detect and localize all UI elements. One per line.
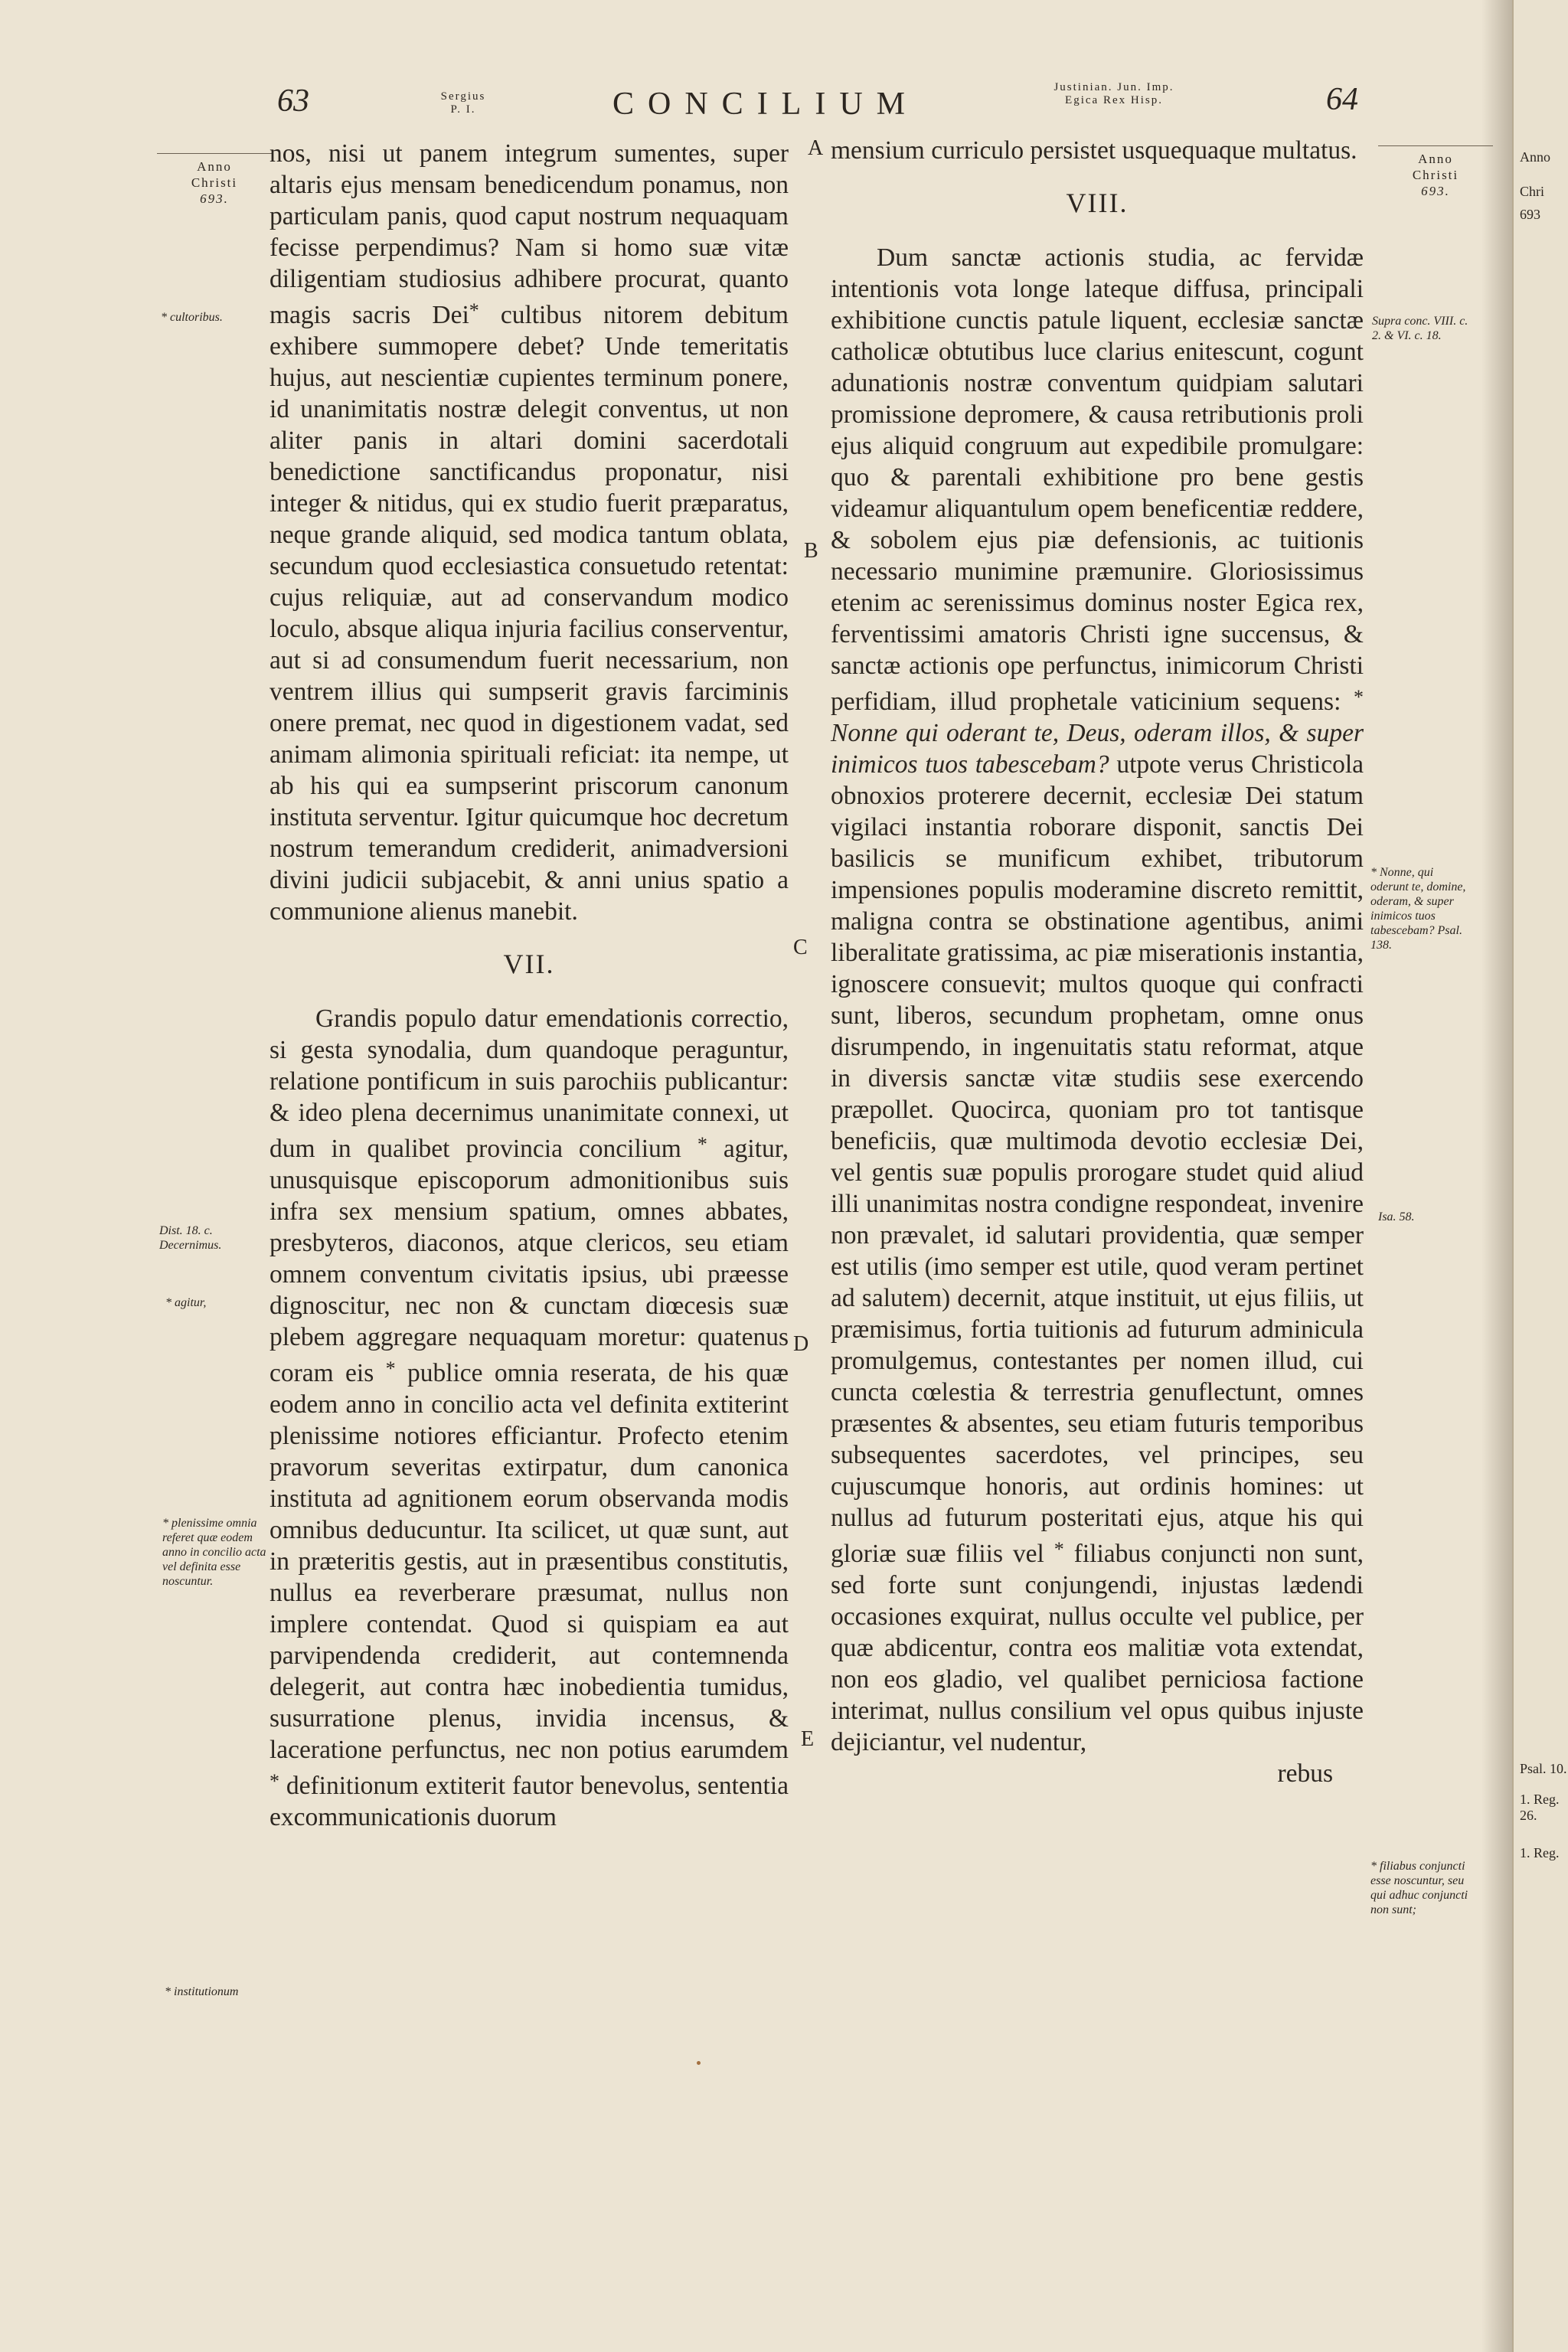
- right-page-number: 64: [1326, 82, 1358, 117]
- margin-note-nonne: * Nonne, qui oderunt te, domine, oderam, & super inimicos tuos tabescebam? Psal. 138.: [1370, 866, 1466, 952]
- anno-rule: [157, 153, 272, 154]
- asterisk-marker: *: [697, 1133, 707, 1155]
- left-column: [270, 138, 789, 1833]
- margin-note-agitur: * agitur,: [165, 1296, 207, 1309]
- running-head-line: Egica Rex Hisp.: [1065, 94, 1163, 106]
- asterisk-marker: *: [1054, 1538, 1064, 1560]
- adjacent-page-edge: [1512, 0, 1568, 2352]
- margin-note-supra-conc: Supra conc. VIII. c. 2. & VI. c. 18.: [1372, 315, 1468, 342]
- margin-note-plenissime: * plenissime omnia referet quæ eodem anno in concilio acta vel definita esse noscuntur.: [162, 1517, 266, 1588]
- adjacent-fragment: Anno: [1520, 149, 1550, 165]
- adjacent-fragment: Chri: [1520, 184, 1545, 199]
- section-letter-b: B: [804, 539, 818, 563]
- scripture-quote: Nonne qui oderant te, Deus, oderam illos, & super inimicos tuos tabescebam?: [831, 719, 1364, 779]
- section-letter-e: E: [801, 1727, 815, 1751]
- running-head-line: Sergius: [440, 90, 486, 103]
- section-heading-vii: VII.: [503, 949, 555, 979]
- section-letter-a: A: [808, 136, 824, 160]
- right-running-head: [1011, 81, 1217, 107]
- text-run: Grandis populo datur emendationis correctio, si gesta synodalia, dum quandoque peraguntur, relatione pontificum in suis parochiis publicantur: & ideo plena decernimus unanimitate connexi, ut dum in qualibet provincia concilium: [270, 1004, 789, 1163]
- margin-note-isa: Isa. 58.: [1378, 1210, 1415, 1223]
- margin-note-cultoribus: * cultoribus.: [161, 311, 223, 324]
- adjacent-fragment: 693: [1520, 207, 1540, 222]
- anno-label: Anno: [1418, 152, 1453, 166]
- margin-note-dist: Dist. 18. c. Decernimus.: [159, 1224, 222, 1252]
- paragraph: mensium curriculo persistet usquequaque multatus.: [831, 136, 1357, 165]
- anno-label: Christi: [1412, 168, 1459, 182]
- margin-note-institutionum: * institutionum: [165, 1985, 239, 1998]
- text-run: Dum sanctæ actionis studia, ac fervidæ intentionis vota longe lateque diffusa, principali exhibitione cunctis patule liquent, ecclesiæ sanctæ catholicæ obtutibus luce clarius enitescunt, cogunt adunationis nostræ conventum quidpiam salutari promissione depromere, & causa retributionis proli ejus aliquid congruum aut expedibile promulgare: quo & parentali exhibitione pro bene gestis videamur aliquantulum opem beneficentiæ reddere, & sobolem ejus piæ defensionis, ac tuitionis necessario munimine præmunire. Gloriosissimus etenim ac serenissimus dominus noster Egica rex, ferventissimi amatoris Christi igne succensus, & sanctæ actionis ope perfunctus, inimicorum Christi perfidiam, illud prophetale vaticinium sequens:: [831, 243, 1364, 716]
- binding-shadow: [1481, 0, 1512, 2352]
- section-letter-c: C: [793, 936, 808, 959]
- adjacent-fragment: Psal. 10.: [1520, 1761, 1567, 1776]
- text-run: definitionum extiterit fautor benevolus, sententia excommunicationis duorum: [270, 1772, 789, 1831]
- page-title: CONCILIUM: [612, 87, 919, 122]
- text-run: utpote verus Christicola obnoxios proterere decernit, ecclesiæ Dei statum vigilaci instantia roborare disponit, sanctis Dei basilicis se munificum exhibet, tributorum impensiones populis moderamine discreto remittit, maligna contra se obstinatione agentibus, animi liberalitate gratissima, ac piæ miserationis instantia, ignoscere consuevit; multos quoque qui confracti sunt, liberos, secundum prophetam, omne onus disrumpendo, in ingenuitatis statu reformat, atque in diversis sanctæ vitæ studiis sese exercendo præpollet. Quocirca, quoniam pro tot tantisque beneficiis, quæ multimoda devotio ecclesiæ Dei, vel gentis suæ populis prorogare studet quid aliud illi unanimitas nostra condigne respondeat, invenire non prævalet, id salutari providentia, quæ semper est utilis (imo semper est utile, quod veram pertinet ad salutem) decernit, atque instituit, ut ejus filiis, ut præmisimus, fortia tuitionis ad futurum adminicula promulgemus, contestantes per nomen illud, cui cuncta cœlestia & terrestria genuflectunt, omnes præsentes & absentes, seu etiam futuris temporibus subsequentes sacerdotes, vel principes, seu cujuscumque honoris, aut ordinis homines: ut nullus ad futurum posteritati ejus, atque his qui gloriæ suæ filiis vel: [831, 750, 1364, 1568]
- anno-year: 693.: [200, 191, 229, 206]
- right-column: [831, 135, 1364, 1789]
- adjacent-fragment: 1. Reg.: [1520, 1845, 1560, 1860]
- anno-label: Anno: [197, 159, 232, 174]
- text-run: nos, nisi ut panem integrum sumentes, super altaris ejus mensam benedicendum ponamus, non particulam panis, quod caput nostrum nequaquam fecisse perpendimus? Nam si homo suæ vitæ diligentiam studiosius adhibere procurat, quanto magis sacris Dei: [270, 139, 789, 329]
- catchword: rebus: [1277, 1759, 1333, 1788]
- section-heading-viii: VIII.: [1066, 188, 1129, 218]
- anno-rule: [1378, 145, 1493, 146]
- left-running-head: [421, 90, 505, 116]
- asterisk-marker: *: [469, 299, 479, 322]
- anno-label: Christi: [191, 175, 238, 190]
- running-head-line: P. I.: [450, 103, 476, 116]
- adjacent-fragment: 1. Reg. 26.: [1520, 1792, 1560, 1823]
- anno-christi-right: [1378, 145, 1493, 199]
- section-letter-d: D: [793, 1332, 809, 1356]
- text-run: cultibus nitorem debitum exhibere summopere debet? Unde temeritatis hujus, aut nescientiæ cupientes terminum ponere, id unanimitatis nostræ delegit conventus, ut non aliter panis in altari domini sacerdotali benedictione sanctificandus proponatur, nisi integer & nitidus, qui ex studio fuerit præparatus, neque grande aliquid, sed modica tantum oblata, secundum quod ecclesiastica consuetudo retentat: cujus reliquiæ, aut ad conservandum modico loculo, absque aliqua injuria facilius conserventur, aut si ad consumendum fuerit necessarium, non ventrem illius qui sumpserit gravis farciminis onere premat, nec quod in digestionem vadat, sed animam alimonia spirituali reficiat: ita nempe, ut ab his qui ea sumpserint priscorum canonum instituta serventur. Igitur quicumque hoc decretum nostrum temerandum crediderit, animadversioni divini judicii subjacebit, & anni unius spatio a communione alienus manebit.: [270, 301, 789, 926]
- margin-note-filiabus: * filiabus conjuncti esse noscuntur, seu qui adhuc conjuncti non sunt;: [1370, 1860, 1468, 1916]
- paragraph: [831, 242, 1364, 1758]
- asterisk-marker: *: [1354, 686, 1364, 708]
- text-run: publice omnia reserata, de his quæ eodem anno in concilio acta vel definita extiterint plenissime notiores efficiantur. Profecto etenim pravorum severitas extirpatur, dum canonica instituta ad agnitionem eorum observanda modis omnibus deducuntur. Ita scilicet, ut quæ sunt, aut in præteritis gestis, aut in præsentibus constitutis, nullus ea reverberare præsumat, nullus non implere contendat. Quod si quispiam ea aut parvipendenda crediderit, aut contemnenda delegerit, aut contra hæc inobedientia tumidus, susurratione plenus, invidia incensus, & laceratione perfunctus, nec non potius earumdem: [270, 1359, 789, 1764]
- running-head-line: Justinian. Jun. Imp.: [1054, 81, 1174, 93]
- text-run: filiabus conjuncti non sunt, sed forte sunt conjungendi, injustas lædendi occasiones exquirat, nullus occulte vel publice, per quæ abdicentur, contra eos malitiæ vota extendat, non eos gladio, vel qualibet perniciosa factione interimat, nullus consilium vel opus quibus injuste dejiciantur, vel nudentur,: [831, 1540, 1364, 1756]
- anno-year: 693.: [1421, 184, 1450, 198]
- asterisk-marker: *: [270, 1770, 279, 1792]
- anno-christi-left: [157, 153, 272, 207]
- ink-speck: [697, 2061, 701, 2065]
- paragraph: [270, 138, 789, 927]
- text-run: agitur, unusquisque episcoporum admonitionibus suis infra sex mensium spatium, omnes abbates, presbyteros, diaconos, atque clericos, seu etiam omnem conventum civitatis ipsius, ubi præesse dignoscitur, nec non & cunctam diœcesis suæ plebem aggregare nequaquam moretur: quatenus coram eis: [270, 1135, 789, 1387]
- paragraph: [270, 1003, 789, 1833]
- left-page-number: 63: [277, 83, 309, 119]
- asterisk-marker: *: [385, 1357, 396, 1380]
